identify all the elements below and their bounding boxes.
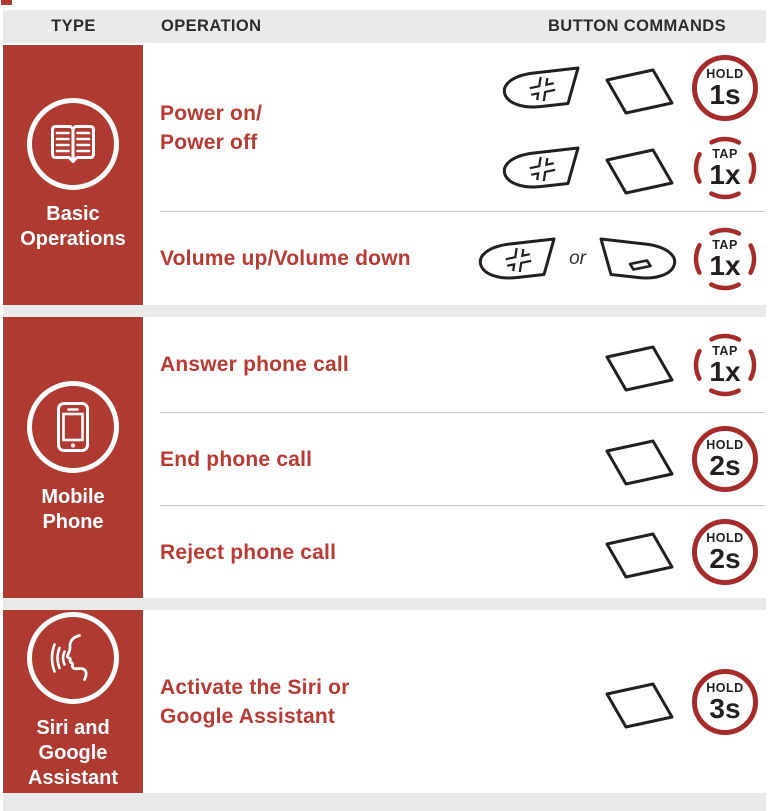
operation-label-line: Google Assistant [160,704,336,728]
center-button [591,336,683,394]
table-header [3,10,766,43]
type-label-line: Operations [20,228,126,250]
volume-plus-button [496,142,582,194]
operation-label-line: Power off [160,131,258,154]
hold-badge [692,426,758,492]
command-group [591,669,766,735]
type-label-line: Google [38,742,108,764]
command-line [591,669,758,735]
section-separator [3,598,766,610]
badge-value-label: 1x [709,249,741,281]
badge-value-label: 1x [709,159,741,190]
command-group [591,332,766,398]
type-label [28,716,118,791]
badge-value-label: 2s [709,450,741,481]
section-basic-operations [3,45,766,305]
open-book-icon [27,98,119,190]
badge-action-label: HOLD [706,67,744,81]
column-header-type: TYPE [51,17,96,35]
operation-label [160,538,336,567]
tap-badge [692,332,758,398]
hold-badge [692,55,758,121]
operation-row [160,506,766,598]
operation-label [160,673,350,731]
hold-badge [692,669,758,735]
hold-badge [692,519,758,585]
operation-label-line: Answer phone call [160,353,349,376]
operation-label [160,350,349,379]
badge-value-label: 1x [709,355,741,387]
operation-label [160,445,312,474]
type-label-line: Mobile [41,485,105,508]
type-label [20,202,126,252]
tap-badge [692,226,758,292]
operation-row [160,413,766,505]
operation-label [160,99,262,157]
badge-action-label: TAP [712,237,738,252]
command-line [591,426,758,492]
badge-action-label: HOLD [706,531,744,545]
command-group [591,426,766,492]
operation-label-line: Activate the Siri or [160,675,350,699]
volume-minus-button [597,233,683,285]
operation-label-line: Volume up/Volume down [160,247,411,270]
operation-label-line: End phone call [160,447,313,471]
type-label-line: Assistant [27,767,119,789]
badge-value-label: 1s [709,79,741,110]
operation-label [160,244,411,273]
center-button [591,59,683,117]
operation-rows [143,317,766,598]
volume-plus-button [472,233,558,285]
column-header-button-commands: BUTTON COMMANDS [547,17,726,35]
operation-rows [143,45,766,305]
type-label [41,485,104,535]
table-body [3,45,766,811]
command-line [591,332,758,398]
center-button [591,673,683,731]
bottom-separator [3,793,766,811]
command-group [472,226,766,292]
type-cell-siri-google-assistant [3,610,143,793]
type-label-line: Basic [46,203,100,225]
operation-row [160,212,766,305]
center-button [591,139,683,197]
type-label-line: Phone [42,510,104,533]
page-corner-mark [1,0,12,5]
command-group [496,55,766,201]
type-label-line: Siri and [36,717,110,739]
command-line [591,519,758,585]
badge-value-label: 2s [709,543,741,574]
operation-label-line: Reject phone call [160,540,337,564]
command-group [591,519,766,585]
command-line [496,135,758,201]
center-button [591,523,683,581]
badge-action-label: TAP [712,343,738,358]
section-mobile-phone [3,317,766,598]
section-siri-google-assistant [3,610,766,793]
type-cell-basic-operations [3,45,143,305]
section-separator [3,305,766,317]
voice-assistant-icon [27,612,119,704]
type-cell-mobile-phone [3,317,143,598]
smartphone-icon [27,381,119,473]
volume-plus-button [496,62,582,114]
badge-value-label: 3s [709,692,741,724]
or-conjunction: or [569,247,586,269]
column-header-operation: OPERATION [161,17,262,35]
operation-row [160,610,766,793]
operation-label-line: Power on/ [160,102,263,125]
command-line [496,55,758,121]
operation-row [160,45,766,211]
badge-action-label: TAP [712,147,738,161]
operation-row [160,317,766,412]
command-line [472,226,758,292]
operation-rows [143,610,766,793]
center-button [591,430,683,488]
tap-badge [692,135,758,201]
badge-action-label: HOLD [706,438,744,452]
badge-action-label: HOLD [706,680,744,695]
